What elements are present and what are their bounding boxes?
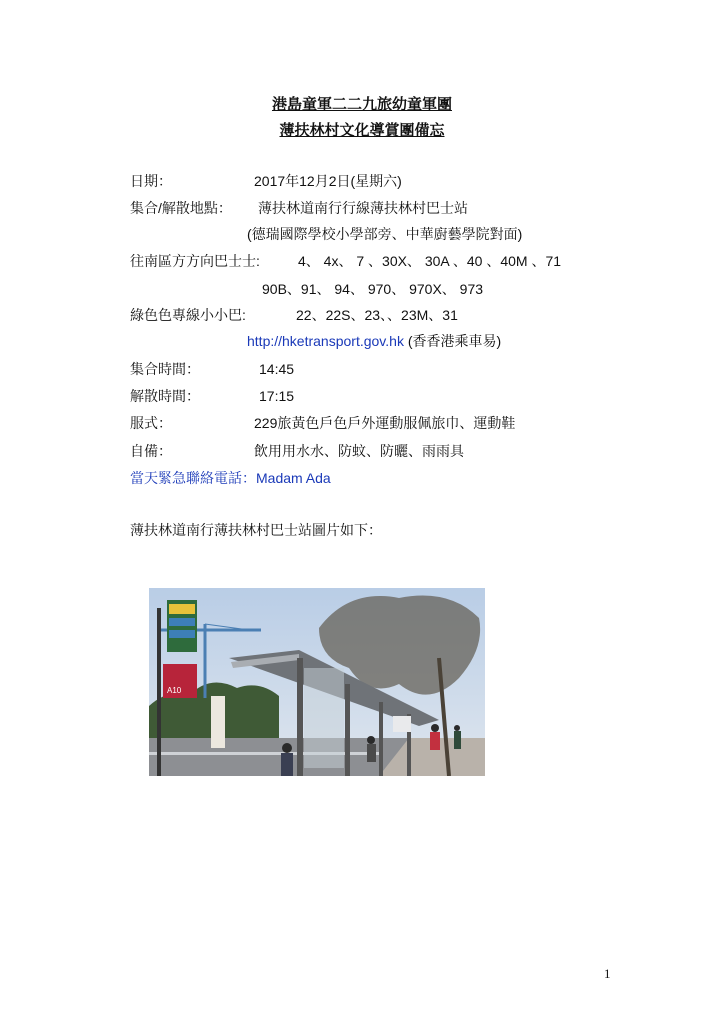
dismiss-time-label: 解散時間： <box>130 388 200 404</box>
date-label: 日期： <box>130 173 172 189</box>
meeting-point-value: 薄扶林道南行行線薄扶林村巴士站 <box>258 200 468 216</box>
meeting-point-label: 集合/解散地點： <box>130 200 232 216</box>
hketransport-link[interactable]: http://hketransport.gov.hk <box>247 333 404 349</box>
date-value: 2017年12月2日(星期六) <box>254 173 402 189</box>
meeting-point-note: (德瑞國際學校小學部旁、中華廚藝學院對面) <box>247 226 523 242</box>
stop-sign-text: A10 <box>167 686 182 695</box>
assembly-time-label: 集合時間： <box>130 361 200 377</box>
bus-routes-line-2: 90B、91、 94、 970、 970X、 973 <box>262 281 484 297</box>
minibus-routes: 22、22S、23、、23M、31 <box>296 307 458 323</box>
assembly-time-value: 14:45 <box>259 361 295 377</box>
minibus-label: 綠色色專線小小巴: <box>130 307 246 323</box>
bring-value: 飲用用水水、防蚊、防曬、雨雨具 <box>254 443 464 459</box>
attire-value: 229旅黃色戶色戶外運動服佩旅巾、運動鞋 <box>254 415 516 431</box>
title-line-1: 港島童軍二二九旅幼童軍團 <box>271 96 452 113</box>
emergency-contact: 當天緊急聯絡電話：Madam Ada <box>130 470 331 486</box>
dismiss-time-value: 17:15 <box>259 388 295 404</box>
bus-label: 往南區方方向巴士士: <box>130 253 260 269</box>
photo-caption: 薄扶林道南行薄扶林村巴士站圖片如下： <box>130 522 382 538</box>
page-number: 1 <box>604 966 611 981</box>
bus-stop-photo <box>149 588 485 776</box>
title-line-2: 薄扶林村文化導賞團備忘 <box>279 122 445 139</box>
hketransport-link-note: (香香港乘車易) <box>407 333 502 349</box>
bring-label: 自備： <box>130 443 172 459</box>
attire-label: 服式： <box>130 415 172 431</box>
bus-routes-line-1: 4、 4x、 7 、30X、 30A 、40 、40M 、71 <box>298 253 562 269</box>
